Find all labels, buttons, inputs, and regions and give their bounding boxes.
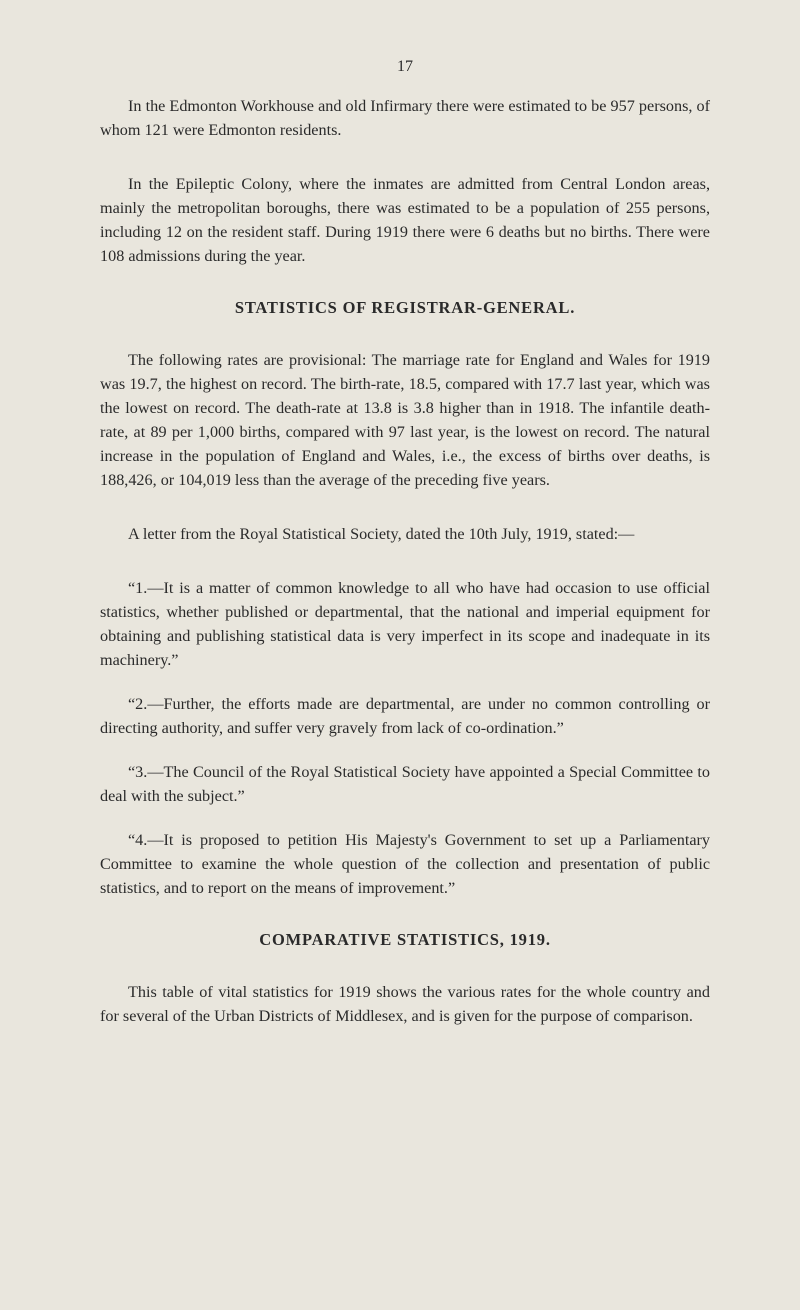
paragraph-epileptic-colony: In the Epileptic Colony, where the inmates are admitted from Central London areas, mainly the metropolitan boroughs, there was estimated to be a population of 255 persons, including 12 on the resident staff. During 1919 there were 6 deaths but no births. There were 108 admissions during the year. <box>100 175 710 265</box>
paragraph-edmonton-workhouse: In the Edmonton Workhouse and old Infirmary there were estimated to be 957 persons, of whom 121 were Edmonton residents. <box>100 97 710 139</box>
section-heading-comparative-statistics: COMPARATIVE STATISTICS, 1919. <box>259 930 551 949</box>
paragraph-provisional-rates: The following rates are provisional: The marriage rate for England and Wales for 1919 was 19.7, the highest on record. The birth-rate, 18.5, compared with 17.7 last year, which was the lowest on record. The death-rate at 13.8 is 3.8 higher than in 1918. The infantile death-rate, at 89 per 1,000 births, compared with 97 last year, is the lowest on record. The natural increase in the population of England and Wales, i.e., the excess of births over deaths, is 188,426, or 104,019 less than the average of the preceding five years. <box>100 351 710 489</box>
page-number: 17 <box>397 58 413 75</box>
quote-item-1: “1.—It is a matter of common knowledge to all who have had occasion to use official statistics, whether published or departmental, that the national and imperial equipment for obtaining and publishing statistical data is very imperfect in its scope and inadequate in its machinery.” <box>100 579 710 669</box>
paragraph-comparative-table-intro: This table of vital statistics for 1919 shows the various rates for the whole country and for several of the Urban Districts of Middlesex, and is given for the purpose of comparison. <box>100 983 710 1025</box>
quote-item-3: “3.—The Council of the Royal Statistical Society have appointed a Special Committee to deal with the subject.” <box>100 763 710 805</box>
section-heading-registrar-general: STATISTICS OF REGISTRAR-GENERAL. <box>234 298 576 317</box>
quote-item-4: “4.—It is proposed to petition His Majesty's Government to set up a Parliamentary Committee to examine the whole question of the collection and presentation of public statistics, and to report on the means of improvement.” <box>100 831 710 897</box>
quote-item-2: “2.—Further, the efforts made are departmental, are under no common controlling or directing authority, and suffer very gravely from lack of co-ordination.” <box>100 695 710 737</box>
paragraph-royal-statistical-letter: A letter from the Royal Statistical Society, dated the 10th July, 1919, stated:— <box>128 525 635 543</box>
